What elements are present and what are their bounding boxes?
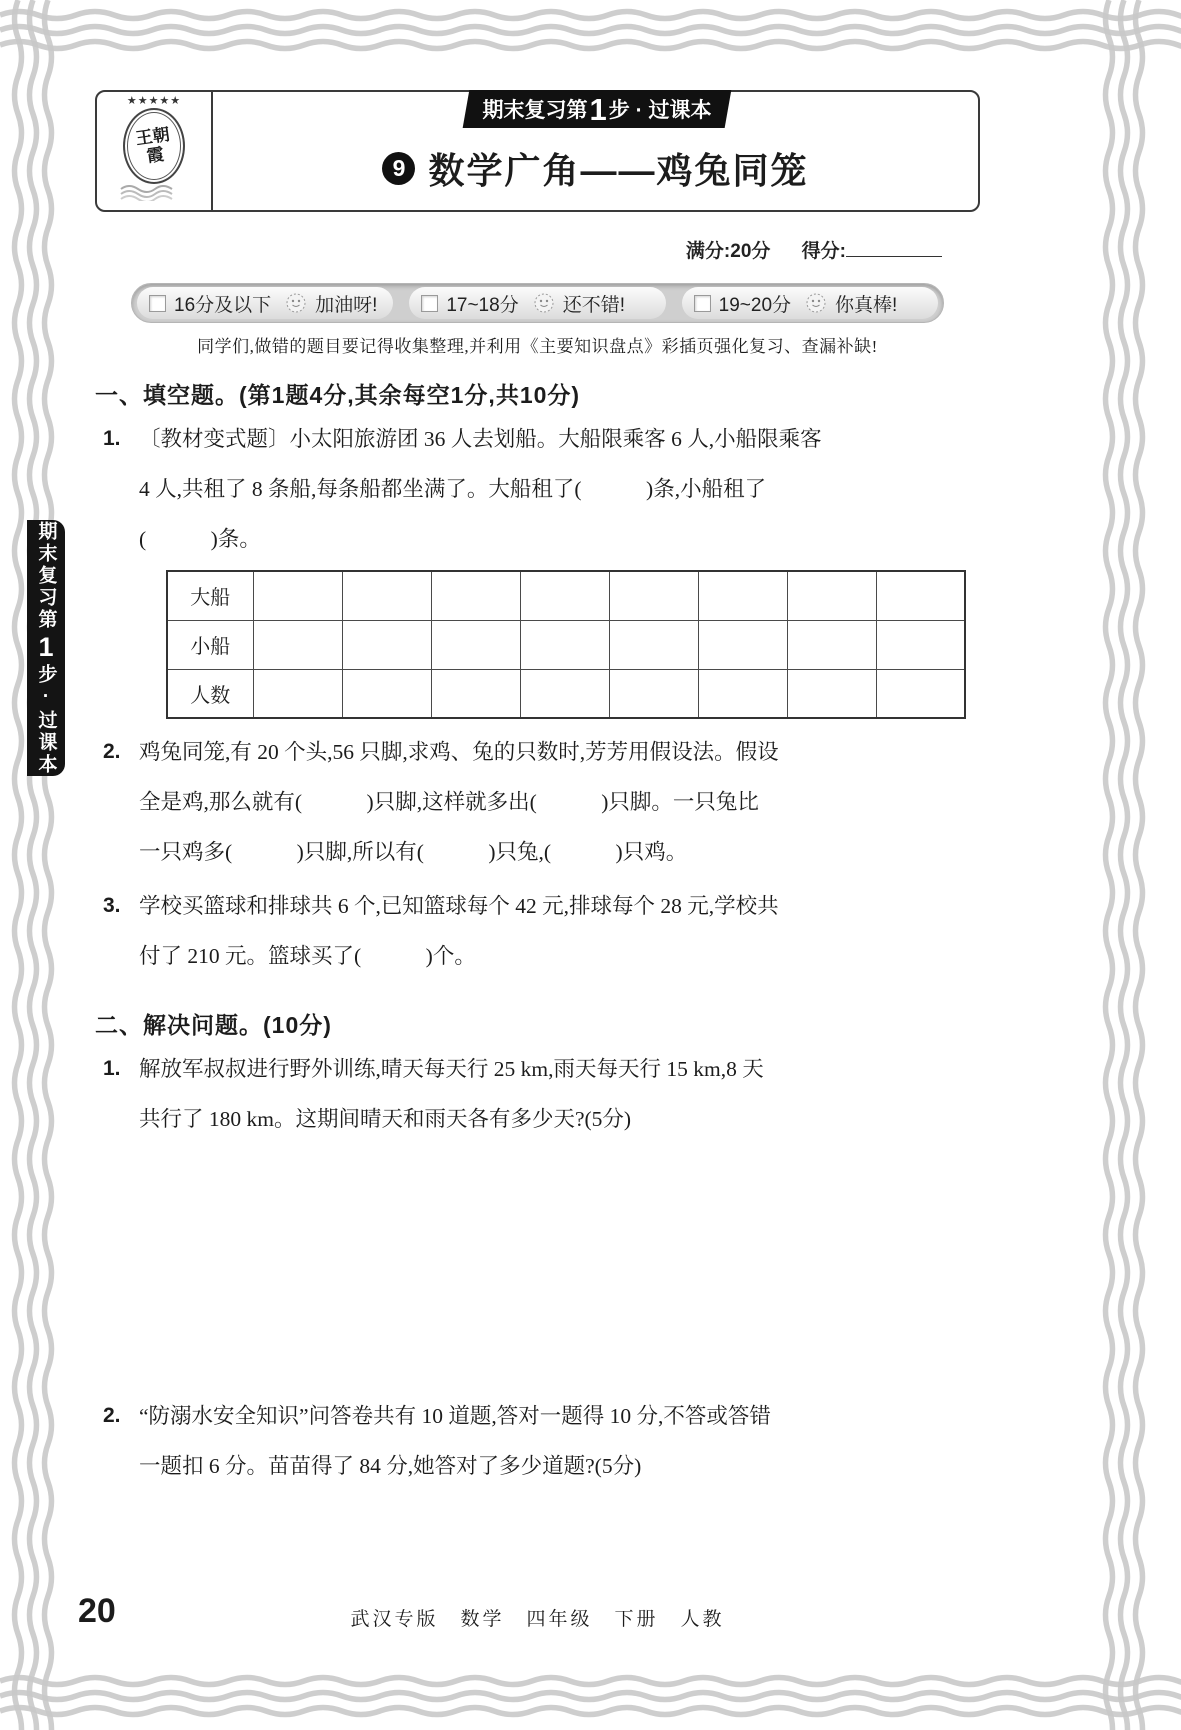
band-praise-label: 你真棒! [835, 294, 898, 316]
side-tab-text-bottom: 步·过课本 [35, 663, 57, 776]
side-tab-text-top: 期末复习第 [35, 520, 57, 631]
question-number: 3. [103, 894, 121, 917]
logo-emblem-icon [123, 108, 185, 184]
smiley-icon [533, 292, 555, 314]
section2-heading: 二、解决问题。(10分) [95, 1012, 332, 1038]
question-line: 全是鸡,那么就有( )只脚,这样就多出( )只脚。一只兔比 [139, 790, 759, 814]
question-s1-q1 [95, 414, 980, 564]
table-blank-cell[interactable] [698, 620, 787, 669]
table-blank-cell[interactable] [342, 620, 431, 669]
band-range-label: 19~20分 [718, 294, 792, 316]
question-line: 〔教材变式题〕小太阳旅游团 36 人去划船。大船限乘客 6 人,小船限乘客 [139, 427, 822, 451]
brand-logo [97, 92, 213, 210]
score-band-high [682, 287, 938, 319]
question-line: 学校买篮球和排球共 6 个,已知篮球每个 42 元,排球每个 28 元,学校共 [139, 894, 779, 918]
side-tab-step-number: 1 [38, 631, 54, 662]
page-border-waves-right [1096, 0, 1152, 1730]
page-number: 20 [78, 1592, 116, 1630]
score-blank-line[interactable] [846, 238, 942, 257]
question-line: “防溺水安全知识”问答卷共有 10 道题,答对一题得 10 分,不答或答错 [139, 1404, 771, 1428]
table-blank-cell[interactable] [253, 620, 342, 669]
work-space[interactable] [95, 1144, 980, 1387]
earned-score-label: 得分: [801, 241, 846, 262]
question-line: 解放军叔叔进行野外训练,晴天每天行 25 km,雨天每天行 15 km,8 天 [139, 1057, 764, 1081]
table-row [167, 620, 965, 669]
logo-stars-icon: ★★★★★ [126, 95, 182, 107]
question-line: 4 人,共租了 8 条船,每条船都坐满了。大船租了( )条,小船租了 [139, 477, 767, 501]
checkbox[interactable] [694, 295, 711, 312]
table-row-label: 小船 [167, 620, 253, 669]
question-number: 1. [103, 427, 121, 450]
score-band-bar [131, 283, 944, 323]
band-range-label: 17~18分 [446, 294, 519, 316]
question-line: 一只鸡多( )只脚,所以有( )只兔,( )只鸡。 [139, 840, 688, 864]
question-s2-q1 [95, 1044, 980, 1144]
question-s2-q2 [95, 1391, 980, 1491]
question-line: 鸡兔同笼,有 20 个头,56 只脚,求鸡、兔的只数时,芳芳用假设法。假设 [139, 740, 779, 764]
band-praise-label: 加油呀! [315, 294, 378, 316]
table-blank-cell[interactable] [787, 669, 876, 718]
answer-table [166, 570, 966, 719]
score-band-low [137, 287, 393, 319]
section1-heading: 一、填空题。(第1题4分,其余每空1分,共10分) [95, 382, 581, 408]
question-line: 一题扣 6 分。苗苗得了 84 分,她答对了多少道题?(5分) [139, 1454, 642, 1478]
score-line [95, 236, 980, 263]
table-blank-cell[interactable] [431, 571, 520, 620]
table-blank-cell[interactable] [342, 571, 431, 620]
table-blank-cell[interactable] [342, 669, 431, 718]
table-blank-cell[interactable] [698, 669, 787, 718]
table-row [167, 669, 965, 718]
table-blank-cell[interactable] [520, 620, 609, 669]
table-row-label: 人数 [167, 669, 253, 718]
page-title-text: 数学广角——鸡兔同笼 [428, 150, 809, 191]
logo-brand-text: 王朝霞 [134, 124, 171, 166]
table-blank-cell[interactable] [876, 669, 965, 718]
table-blank-cell[interactable] [787, 620, 876, 669]
table-blank-cell[interactable] [520, 669, 609, 718]
smiley-icon [805, 292, 827, 314]
band-praise-label: 还不错! [562, 294, 625, 316]
table-blank-cell[interactable] [253, 669, 342, 718]
checkbox[interactable] [421, 295, 438, 312]
band-range-label: 16分及以下 [174, 294, 272, 316]
page-title [382, 143, 808, 194]
table-blank-cell[interactable] [787, 571, 876, 620]
logo-waves-icon [119, 185, 189, 201]
table-blank-cell[interactable] [609, 620, 698, 669]
step-banner [463, 90, 732, 128]
table-blank-cell[interactable] [253, 571, 342, 620]
full-score-label: 满分:20分 [685, 241, 771, 262]
banner-prefix: 期末复习第 [482, 99, 588, 122]
banner-step-number: 1 [589, 91, 607, 127]
question-number: 2. [103, 1404, 121, 1427]
table-blank-cell[interactable] [876, 620, 965, 669]
question-number: 2. [103, 740, 121, 763]
banner-suffix: 步 · 过课本 [608, 99, 712, 122]
page-border-waves-left [6, 0, 62, 1730]
lesson-number-badge: 9 [382, 152, 415, 185]
question-line: 付了 210 元。篮球买了( )个。 [139, 944, 476, 968]
table-blank-cell[interactable] [609, 669, 698, 718]
table-blank-cell[interactable] [431, 620, 520, 669]
question-s1-q3 [95, 881, 980, 981]
page-border-waves-bottom [0, 1668, 1181, 1724]
smiley-icon [285, 292, 307, 314]
footer-edition-info: 武汉专版 数学 四年级 下册 人教 [350, 1609, 725, 1630]
table-blank-cell[interactable] [609, 571, 698, 620]
work-space[interactable] [95, 1491, 980, 1596]
checkbox[interactable] [149, 295, 166, 312]
table-blank-cell[interactable] [431, 669, 520, 718]
table-blank-cell[interactable] [698, 571, 787, 620]
question-line: 共行了 180 km。这期间晴天和雨天各有多少天?(5分) [139, 1107, 632, 1131]
table-blank-cell[interactable] [876, 571, 965, 620]
question-line: ( )条。 [139, 527, 261, 551]
table-blank-cell[interactable] [520, 571, 609, 620]
table-row-label: 大船 [167, 571, 253, 620]
question-number: 1. [103, 1057, 121, 1080]
question-s1-q2 [95, 727, 980, 877]
teacher-notice: 同学们,做错的题目要记得收集整理,并利用《主要知识盘点》彩插页强化复习、查漏补缺! [197, 337, 878, 356]
score-band-mid [409, 287, 665, 319]
side-index-tab [27, 520, 65, 776]
table-row [167, 571, 965, 620]
header [95, 90, 980, 212]
